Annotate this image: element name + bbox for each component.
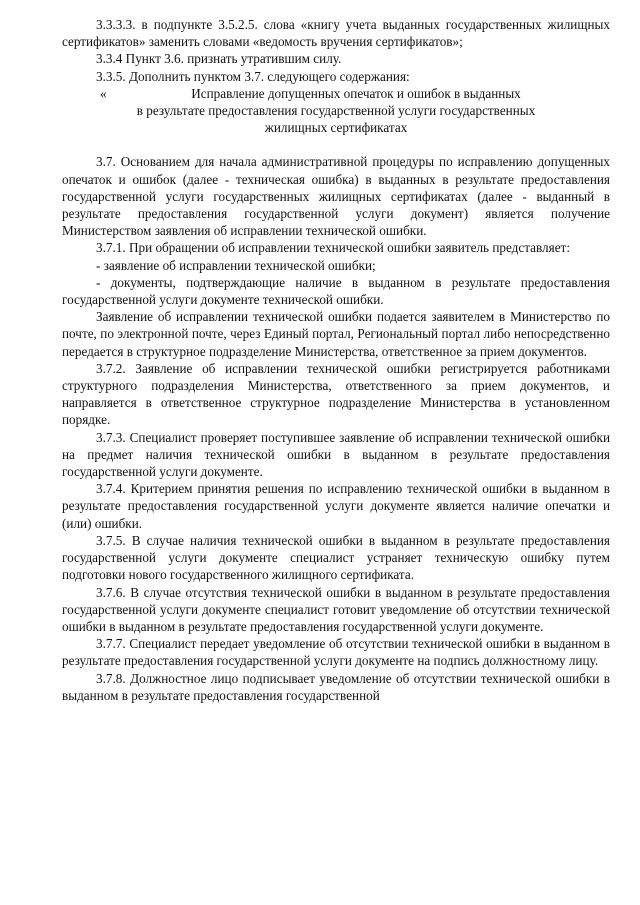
paragraph-3-7-4: 3.7.4. Критерием принятия решения по исправлению технической ошибки в выданном в результате предоставления государственной услуги документе является наличие опечатки и (или) ошибки. <box>62 481 610 531</box>
paragraph-3-3-4: 3.3.4 Пункт 3.6. признать утратившим силу. <box>96 51 342 67</box>
document-page <box>62 16 610 704</box>
list-item-documents: - документы, подтверждающие наличие в выданном в результате предоставления государственной услуги документе технической ошибки. <box>62 274 610 308</box>
paragraph-3-7-2: 3.7.2. Заявление об исправлении технической ошибки регистрируется работниками структурного подразделения Министерства, ответственного за прием документов, и направляется в ответственное структурное подразделение Министерства в установленном порядке. <box>62 360 610 428</box>
paragraph-3-7-7: 3.7.7. Специалист передает уведомление об отсутствии технической ошибки в выданном в результате предоставления государственной услуги документе на подпись должностному лицу. <box>62 636 610 669</box>
spacer <box>62 136 610 153</box>
list-item-application: - заявление об исправлении технической ошибки; <box>96 257 376 273</box>
heading-line-3: жилищных сертификатах <box>264 120 408 136</box>
paragraph-3-7-6: 3.7.6. В случае отсутствия технической ошибки в выданном в результате предоставления государственной услуги документе специалист готовит уведомление об отсутствии технической ошибки в выданном в результате предоставления государственной услуги документе. <box>62 584 610 634</box>
paragraph-3-7-1: 3.7.1. При обращении об исправлении технической ошибки заявитель представляет: <box>96 240 570 256</box>
heading-line-2: в результате предоставления государственной услуги государственных <box>136 103 536 119</box>
paragraph-3-7-8: 3.7.8. Должностное лицо подписывает уведомление об отсутствии технической ошибки в выданном в результате предоставления государственной <box>62 670 610 703</box>
paragraph-3-3-3-3: 3.3.3.3. в подпункте 3.5.2.5. слова «книгу учета выданных государственных жилищных сертификатов» заменить словами «ведомость вручения сертификатов»; <box>62 17 610 50</box>
section-heading <box>62 85 610 137</box>
paragraph-3-7: 3.7. Основанием для начала административной процедуры по исправлению допущенных опечаток и ошибок (далее - техническая ошибка) в выданных в результате предоставления государственной услуги государственных жилищных сертификатах (далее - выданный в результате предоставления государственной услуги документ) является получение Министерством заявления об исправлении технической ошибки. <box>62 154 610 239</box>
paragraph-3-7-3: 3.7.3. Специалист проверяет поступившее заявление об исправлении технической ошибки на предмет наличия технической ошибки в выданном в результате предоставления государственной услуги документе. <box>62 429 610 480</box>
opening-quote: « <box>100 85 107 101</box>
paragraph-3-3-5: 3.3.5. Дополнить пунктом 3.7. следующего содержания: <box>96 68 410 84</box>
paragraph-submission: Заявление об исправлении технической ошибки подается заявителем в Министерство по почте, по электронной почте, через Единый портал, Региональный портал либо непосредственно передается в структурное подразделение Министерства, ответственное за прием документов. <box>62 309 610 359</box>
heading-line-1: Исправление допущенных опечаток и ошибок в выданных <box>191 85 521 101</box>
paragraph-3-7-5: 3.7.5. В случае наличия технической ошибки в выданном в результате предоставления государственной услуги документе специалист устраняет техническую ошибку путем подготовки нового государственного жилищного сертификата. <box>62 532 610 583</box>
